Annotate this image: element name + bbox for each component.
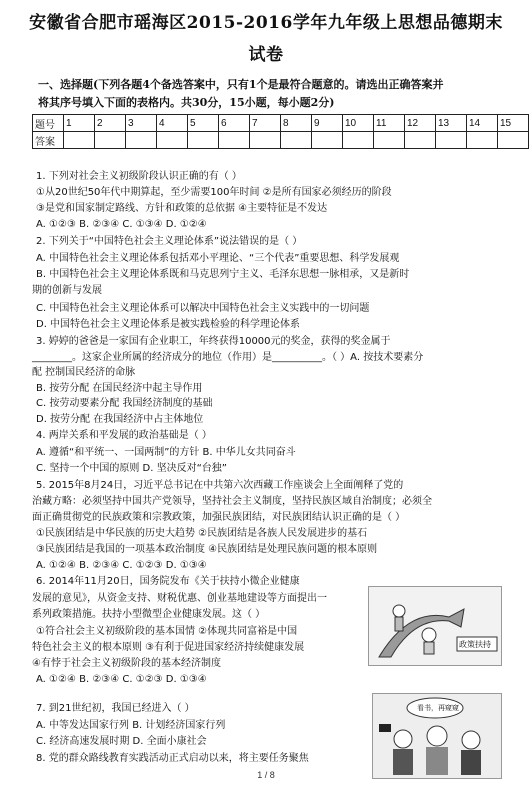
answer-table [32,114,529,149]
question-line: 发展的意见》，从资金支持、财税优惠、创业基地建设等方面提出一 [32,593,327,604]
question-line: A. ①②④ B. ②③④ C. ①②③ D. ①③④ [36,560,207,571]
answer-cell[interactable] [436,132,467,149]
qnum-cell: 12 [405,115,436,132]
question-line: C. 中国特色社会主义理论体系可以解决中国特色社会主义实践中的一切问题 [36,303,370,314]
question-line: B. 按劳分配 在国民经济中起主导作用 [36,383,203,394]
question-line: C. 坚持一个中国的原则 D. 坚决反对“台独” [36,463,227,474]
qnum-cell: 15 [498,115,529,132]
question-line: 特色社会主义的根本原则 ③有利于促进国家经济持续健康发展 [32,642,305,653]
answer-cell[interactable] [374,132,405,149]
qnum-cell: 8 [281,115,312,132]
question-line: ①从20世纪50年代中期算起，至少需要100年时间 ②是所有国家必须经历的阶段 [36,187,392,198]
answer-cell[interactable] [467,132,498,149]
question-line: ④有悖于社会主义初级阶段的基本经济制度 [32,658,221,669]
answer-cell[interactable] [188,132,219,149]
answer-table-number-row [33,115,529,132]
question-line: ①符合社会主义初级阶段的基本国情 ②体现共同富裕是中国 [36,626,298,637]
qnum-cell: 5 [188,115,219,132]
question-line: 6. 2014年11月20日，国务院发布《关于扶持小微企业健康 [36,576,300,587]
question-line: A. ①②④ B. ②③④ C. ①②③ D. ①③④ [36,674,207,685]
question-line: 5. 2015年8月24日，习近平总书记在中共第六次西藏工作座谈会上全面阐释了党的 [36,480,404,491]
question-line: A. ①②③ B. ②③④ C. ①③④ D. ①②④ [36,219,207,230]
answer-cell[interactable] [405,132,436,149]
qnum-cell: 6 [219,115,250,132]
question-line: D. 中国特色社会主义理论体系是被实践检验的科学理论体系 [36,319,301,330]
qnum-cell: 13 [436,115,467,132]
question-line: D. 按劳分配 在我国经济中占主体地位 [36,414,204,425]
question-line: ③是党和国家制定路线、方针和政策的总依据 ④主要特征是不发达 [36,203,328,214]
qnum-cell: 11 [374,115,405,132]
exam-title-line1: 安徽省合肥市瑶海区2015-2016学年九年级上思想品德期末 [29,13,503,33]
answer-cell[interactable] [343,132,374,149]
qnum-cell: 3 [126,115,157,132]
answer-cell[interactable] [312,132,343,149]
question-line: 配 控制国民经济的命脉 [32,367,136,378]
cartoon-crowd-image [372,693,502,779]
question-line: C. 经济高速发展时期 D. 全面小康社会 [36,736,207,747]
answer-cell[interactable] [95,132,126,149]
cartoon-drawing [369,587,501,665]
qnum-cell: 7 [250,115,281,132]
question-number-label: 题号 [33,115,64,132]
question-line: 系列政策措施。扶持小型微型企业健康发展。这（ ） [32,609,266,620]
question-line: A. 遵循“和平统一、一国两制”的方针 B. 中华儿女共同奋斗 [36,447,296,458]
section-heading-2: 将其序号填入下面的表格内。共30分，15小题，每小题2分) [38,96,335,109]
question-line: A. 中等发达国家行列 B. 计划经济国家行列 [36,720,226,731]
answer-cell[interactable] [157,132,188,149]
answer-cell[interactable] [498,132,529,149]
qnum-cell: 9 [312,115,343,132]
question-line: C. 按劳动要素分配 我国经济制度的基础 [36,398,213,409]
qnum-cell: 10 [343,115,374,132]
answer-cell[interactable] [281,132,312,149]
question-line: 4. 两岸关系和平发展的政治基础是（ ） [36,430,212,441]
answer-cell[interactable] [64,132,95,149]
question-line: 期的创新与发展 [32,285,102,296]
question-line: 2. 下列关于“中国特色社会主义理论体系”说法错误的是（ ） [36,236,303,247]
cartoon-policy-support-image [368,586,502,666]
qnum-cell: 1 [64,115,95,132]
question-line: 治藏方略：必须坚持中国共产党领导，坚持社会主义制度，坚持民族区域自治制度；必须全 [32,496,432,507]
section-heading-1: 一、选择题(下列各题4个备选答案中，只有1个是最符合题意的。请选出正确答案并 [38,78,444,91]
cartoon-caption: 政策扶持 [459,640,491,649]
question-line: 3. 婷婷的爸爸是一家国有企业职工，年终获得10000元的奖金，获得的奖金属于 [36,336,391,347]
answer-table-answer-row [33,132,529,149]
answer-cell[interactable] [250,132,281,149]
answer-cell[interactable] [219,132,250,149]
cartoon-caption: 看书，再窥窥 [417,704,459,712]
question-line: 1. 下列对社会主义初级阶段认识正确的有（ ） [36,171,242,182]
question-line: B. 中国特色社会主义理论体系既和马克思列宁主义、毛泽东思想一脉相承，又是新时 [36,269,410,280]
question-line: ①民族团结是中华民族的历史大趋势 ②民族团结是各族人民发展进步的基石 [36,528,368,539]
question-line: 面正确贯彻党的民族政策和宗教政策，加强民族团结，对民族团结认识正确的是（ ） [32,512,406,523]
qnum-cell: 2 [95,115,126,132]
exam-title-line2: 试卷 [248,45,284,65]
page-number: 1 / 8 [257,770,275,780]
answer-cell[interactable] [126,132,157,149]
question-line: ③民族团结是我国的一项基本政治制度 ④民族团结是处理民族问题的根本原则 [36,544,378,555]
answer-label: 答案 [33,132,64,149]
question-line: 7. 到21世纪初，我国已经进入（ ） [36,703,195,714]
qnum-cell: 4 [157,115,188,132]
question-line: A. 中国特色社会主义理论体系包括邓小平理论、“三个代表”重要思想、科学发展观 [36,253,400,264]
qnum-cell: 14 [467,115,498,132]
question-line: 8. 党的群众路线教育实践活动正式启动以来，将主要任务聚焦 [36,753,309,764]
question-line: ________。这家企业所属的经济成分的地位（作用）是__________。（ ）A. 按技术要素分 [32,352,424,363]
